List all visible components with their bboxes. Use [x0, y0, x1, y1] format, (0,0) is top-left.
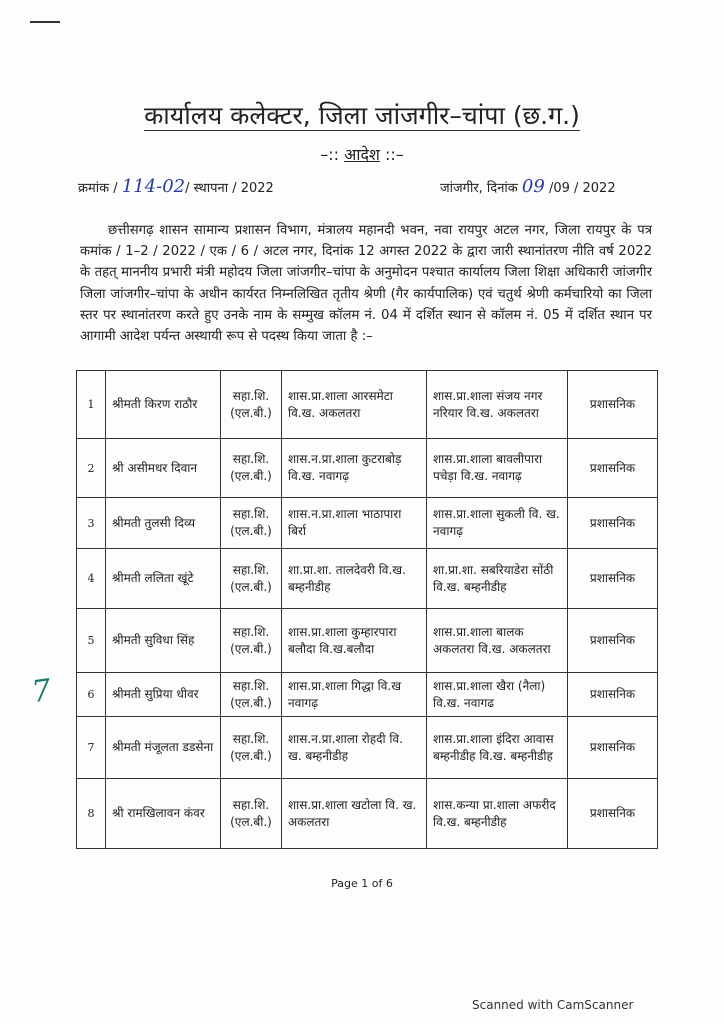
- new-posting: शास.प्रा.शाला बावलीपारा पचेड़ा वि.ख. नवागढ़: [427, 439, 568, 498]
- handwritten-mark: 7: [29, 672, 54, 711]
- employee-name: श्रीमती सुप्रिया धीवर: [106, 673, 221, 717]
- current-posting: शास.प्रा.शाला खटोला वि. ख. अकलतरा: [282, 779, 427, 849]
- new-posting: शा.प्रा.शा. सबरियाडेरा सोंठी वि.ख. बम्हनीडीह: [427, 549, 568, 609]
- employee-name: श्री असीमधर दिवान: [106, 439, 221, 498]
- employee-name: श्रीमती ललिता खूंटे: [106, 549, 221, 609]
- designation: सहा.शि. (एल.बी.): [221, 439, 282, 498]
- serial-number: 3: [77, 498, 106, 549]
- ref-prefix: क्रमांक /: [78, 181, 122, 196]
- office-title: [0, 98, 724, 132]
- new-posting: शास.प्रा.शाला सुकली वि. ख. नवागढ़: [427, 498, 568, 549]
- date-suffix: /09 / 2022: [544, 181, 616, 196]
- table-row: [77, 498, 658, 549]
- transfer-type: प्रशासनिक: [568, 439, 658, 498]
- current-posting: शास.प्रा.शाला आरसमेटा वि.ख. अकलतरा: [282, 371, 427, 439]
- serial-number: 5: [77, 609, 106, 673]
- office-title-text: कार्यालय कलेक्टर, जिला जांजगीर–चांपा (छ.ग.): [144, 101, 580, 130]
- order-prefix: –::: [320, 145, 345, 164]
- transfer-table: [76, 370, 658, 849]
- current-posting: शास.न.प्रा.शाला भाठापारा बिर्रा: [282, 498, 427, 549]
- order-label: आदेश: [344, 145, 380, 164]
- scanner-watermark: Scanned with CamScanner: [472, 998, 634, 1012]
- table-row: [77, 371, 658, 439]
- serial-number: 4: [77, 549, 106, 609]
- transfer-type: प्रशासनिक: [568, 779, 658, 849]
- serial-number: 8: [77, 779, 106, 849]
- current-posting: शा.प्रा.शा. तालदेवरी वि.ख. बम्हनीडीह: [282, 549, 427, 609]
- serial-number: 2: [77, 439, 106, 498]
- designation: सहा.शि. (एल.बी.): [221, 717, 282, 779]
- transfer-type: प्रशासनिक: [568, 549, 658, 609]
- table-row: [77, 549, 658, 609]
- order-suffix: ::–: [379, 145, 404, 164]
- transfer-type: प्रशासनिक: [568, 498, 658, 549]
- new-posting: शास.प्रा.शाला इंदिरा आवास बम्हनीडीह वि.ख. बम्हनीडीह: [427, 717, 568, 779]
- table-row: [77, 439, 658, 498]
- designation: सहा.शि. (एल.बी.): [221, 609, 282, 673]
- table-row: [77, 673, 658, 717]
- table-row: [77, 717, 658, 779]
- serial-number: 7: [77, 717, 106, 779]
- current-posting: शास.प्रा.शाला गिद्धा वि.ख नवागढ़: [282, 673, 427, 717]
- date-day-handwritten: 09: [521, 176, 545, 197]
- order-paragraph: छत्तीसगढ़ शासन सामान्य प्रशासन विभाग, मंत्रालय महानदी भवन, नवा रायपुर अटल नगर, जिला रायपुर के पत्र कमांक / 1–2 / 2022 / एक / 6 / अटल नगर, दिनांक 12 अगस्त 2022 के द्वारा जारी स्थानांतरण नीति वर्ष 2022 के तहत् माननीय प्रभारी मंत्री महोदय जिला जांजगीर–चांपा के अनुमोदन पश्चात कार्यालय जिला शिक्षा अधिकारी जांजगीर जिला जांजगीर–चांपा के अधीन कार्यरत निम्नलिखित तृतीय श्रेणी (गैर कार्यपालिक) एवं चतुर्थ श्रेणी कर्मचारियो का जिला स्तर पर स्थानांतरण करते हुए उनके नाम के सम्मुख कॉलम नं. 04 में दर्शित स्थान से कॉलम नं. 05 में दर्शित स्थान पर आगामी आदेश पर्यन्त अस्थायी रूप से पदस्थ किया जाता है :–: [80, 223, 652, 345]
- table-row: [77, 609, 658, 673]
- current-posting: शास.न.प्रा.शाला कुटराबोड़ वि.ख. नवागढ़: [282, 439, 427, 498]
- employee-name: श्रीमती किरण राठौर: [106, 371, 221, 439]
- date-prefix: जांजगीर, दिनांक: [440, 181, 522, 196]
- serial-number: 1: [77, 371, 106, 439]
- employee-name: श्रीमती मंजूलता डडसेना: [106, 717, 221, 779]
- serial-number: 6: [77, 673, 106, 717]
- table-row: [77, 779, 658, 849]
- date-line: [440, 176, 616, 197]
- transfer-type: प्रशासनिक: [568, 609, 658, 673]
- new-posting: शास.कन्या प्रा.शाला अफरीद वि.ख. बम्हनीडीह: [427, 779, 568, 849]
- designation: सहा.शि. (एल.बी.): [221, 371, 282, 439]
- designation: सहा.शि. (एल.बी.): [221, 498, 282, 549]
- transfer-type: प्रशासनिक: [568, 371, 658, 439]
- current-posting: शास.न.प्रा.शाला रोहदी वि. ख. बम्हनीडीह: [282, 717, 427, 779]
- employee-name: श्रीमती तुलसी दिव्य: [106, 498, 221, 549]
- ref-suffix: / स्थापना / 2022: [185, 181, 274, 196]
- new-posting: शास.प्रा.शाला बालक अकलतरा वि.ख. अकलतरा: [427, 609, 568, 673]
- new-posting: शास.प्रा.शाला संजय नगर नरियार वि.ख. अकलतरा: [427, 371, 568, 439]
- reference-number: [78, 176, 274, 197]
- margin-line: [30, 21, 60, 23]
- ref-number-handwritten: 114-02: [121, 176, 186, 197]
- new-posting: शास.प्रा.शाला खैरा (नैला) वि.ख. नवागढ: [427, 673, 568, 717]
- designation: सहा.शि. (एल.बी.): [221, 673, 282, 717]
- transfer-type: प्रशासनिक: [568, 673, 658, 717]
- designation: सहा.शि. (एल.बी.): [221, 549, 282, 609]
- order-heading: [0, 143, 724, 165]
- page-number: Page 1 of 6: [331, 877, 393, 890]
- transfer-type: प्रशासनिक: [568, 717, 658, 779]
- employee-name: श्रीमती सुविधा सिंह: [106, 609, 221, 673]
- designation: सहा.शि. (एल.बी.): [221, 779, 282, 849]
- employee-name: श्री रामखिलावन कंवर: [106, 779, 221, 849]
- current-posting: शास.प्रा.शाला कुम्हारपारा बलौदा वि.ख.बलौदा: [282, 609, 427, 673]
